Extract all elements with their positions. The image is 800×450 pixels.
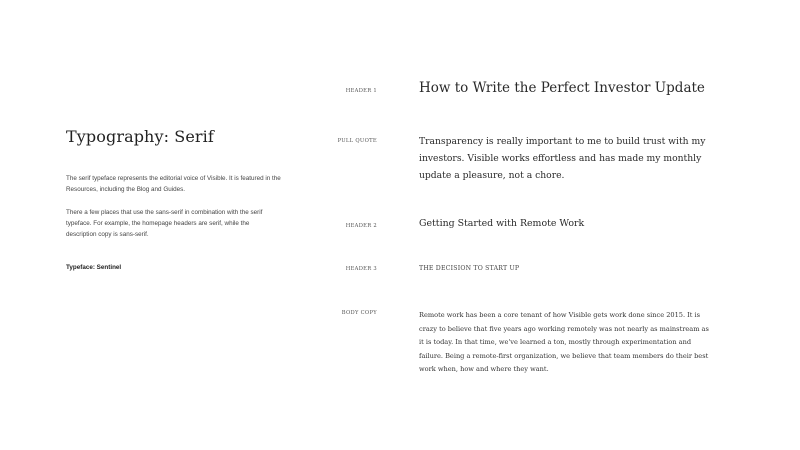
specimen-label-header-3: HEADER 3 [345, 266, 377, 272]
description-paragraph-1: The serif typeface represents the editorial voice of Visible. It is featured in the Resources, including the Blog and Guides. [66, 175, 281, 193]
specimen-label-body-copy: BODY COPY [341, 310, 377, 316]
description-paragraph-2: There a few places that use the sans-serif in combination with the serif typeface. For example, the homepage headers are serif, while the description copy is sans-serif. [66, 209, 263, 238]
specimen-label-header-2: HEADER 2 [345, 223, 377, 229]
header-1-sample: How to Write the Perfect Investor Update [419, 80, 705, 96]
page-title: Typography: Serif [66, 127, 214, 146]
pull-quote-sample: Transparency is really important to me to build trust with my investors. Visible works effortless and has made my monthly update a pleasure, not a chore. [419, 136, 706, 181]
specimen-label-pull-quote: PULL QUOTE [337, 138, 377, 144]
specimen-label-header-1: HEADER 1 [345, 88, 377, 94]
header-2-sample: Getting Started with Remote Work [419, 218, 585, 229]
header-3-sample: THE DECISION TO START UP [419, 265, 520, 272]
body-copy-sample: Remote work has been a core tenant of how Visible gets work done since 2015. It is crazy to believe that five years ago working remotely was not nearly as mainstream as it is today. In that time, we've learned a ton, mostly through experimentation and failure. Being a remote-first organization, we believe that team members do their best work when, how and where they want. [419, 311, 709, 373]
typeface-label: Typeface: Sentinel [66, 264, 122, 271]
